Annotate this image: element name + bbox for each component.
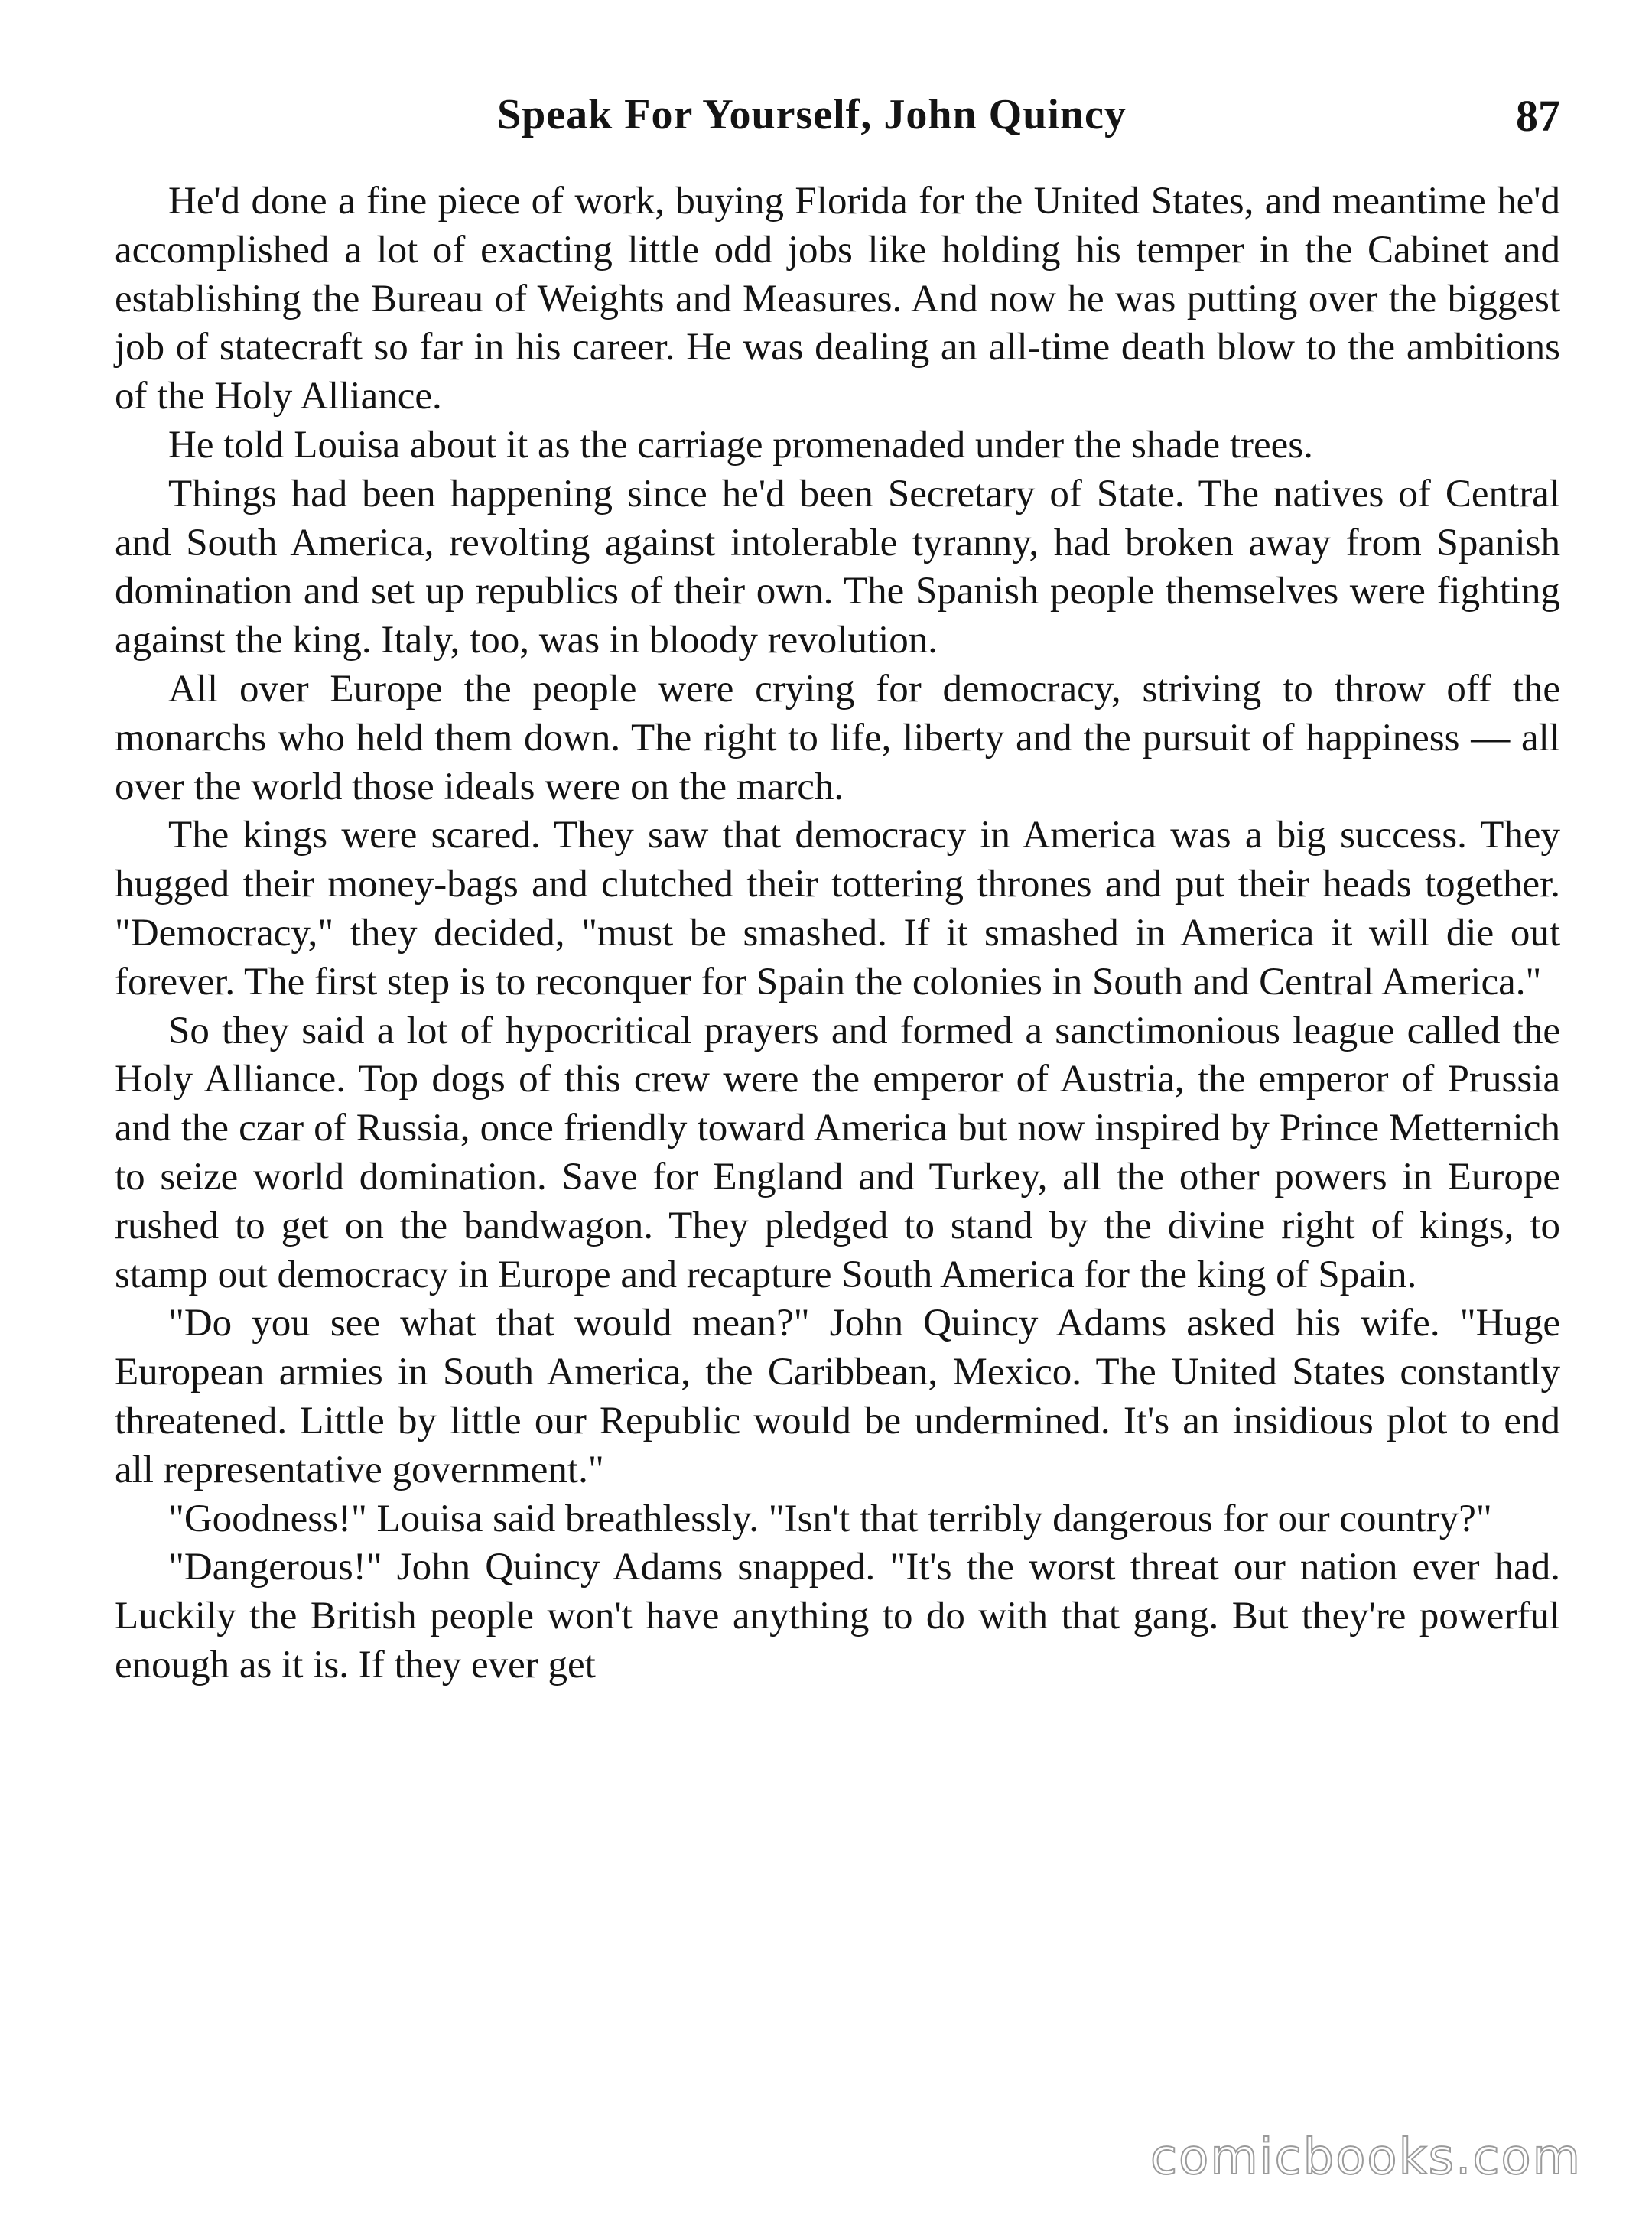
running-title: Speak For Yourself, John Quincy [497, 91, 1127, 138]
paragraph: All over Europe the people were crying for democracy, striving to throw off the monarchs who held them down. The right to life, liberty and the pursuit of happiness — all over the world those ideals were on the march. [115, 667, 1560, 808]
body-text [115, 177, 1560, 1690]
page-number: 87 [1516, 91, 1560, 141]
paragraph: "Do you see what that would mean?" John Quincy Adams asked his wife. "Huge European armies in South America, the Caribbean, Mexico. The United States constantly threatened. Little by little our Republic would be undermined. It's an insidious plot to end all representative government." [115, 1302, 1560, 1491]
paragraph: "Goodness!" Louisa said breathlessly. "Isn't that terribly dangerous for our country?" [168, 1497, 1492, 1540]
watermark: comicbooks.com [1150, 2129, 1582, 2186]
paragraph: The kings were scared. They saw that democracy in America was a big success. They hugged their money-bags and clutched their tottering thrones and put their heads together. "Democracy," they decided, "must be smashed. If it smashed in America it will die out forever. The first step is to reconquer for Spain the colonies in South and Central America." [115, 814, 1560, 1003]
paragraph: He'd done a fine piece of work, buying Florida for the United States, and meantime he'd accomplished a lot of exacting little odd jobs like holding his temper in the Cabinet and establishing the Bureau of Weights and Measures. And now he was putting over the biggest job of statecraft so far in his career. He was dealing an all-time death blow to the ambitions of the Holy Alliance. [115, 180, 1560, 418]
paragraph: "Dangerous!" John Quincy Adams snapped. "It's the worst threat our nation ever had. Luckily the British people won't have anything to do with that gang. But they're powerful enough as it is. If they ever get [115, 1546, 1560, 1686]
paragraph: Things had been happening since he'd been Secretary of State. The natives of Central and South America, revolting against intolerable tyranny, had broken away from Spanish domination and set up republics of their own. The Spanish people themselves were fighting against the king. Italy, too, was in bloody revolution. [115, 472, 1560, 662]
paragraph: He told Louisa about it as the carriage promenaded under the shade trees. [168, 423, 1313, 467]
paragraph: So they said a lot of hypocritical prayers and formed a sanctimonious league called the Holy Alliance. Top dogs of this crew were the emperor of Austria, the emperor of Prussia and the czar of Russia, once friendly toward America but now inspired by Prince Metternich to seize world domination. Save for England and Turkey, all the other powers in Europe rushed to get on the bandwagon. They pledged to stand by the divine right of kings, to stamp out democracy in Europe and recapture South America for the king of Spain. [115, 1009, 1560, 1296]
running-head [115, 90, 1560, 159]
